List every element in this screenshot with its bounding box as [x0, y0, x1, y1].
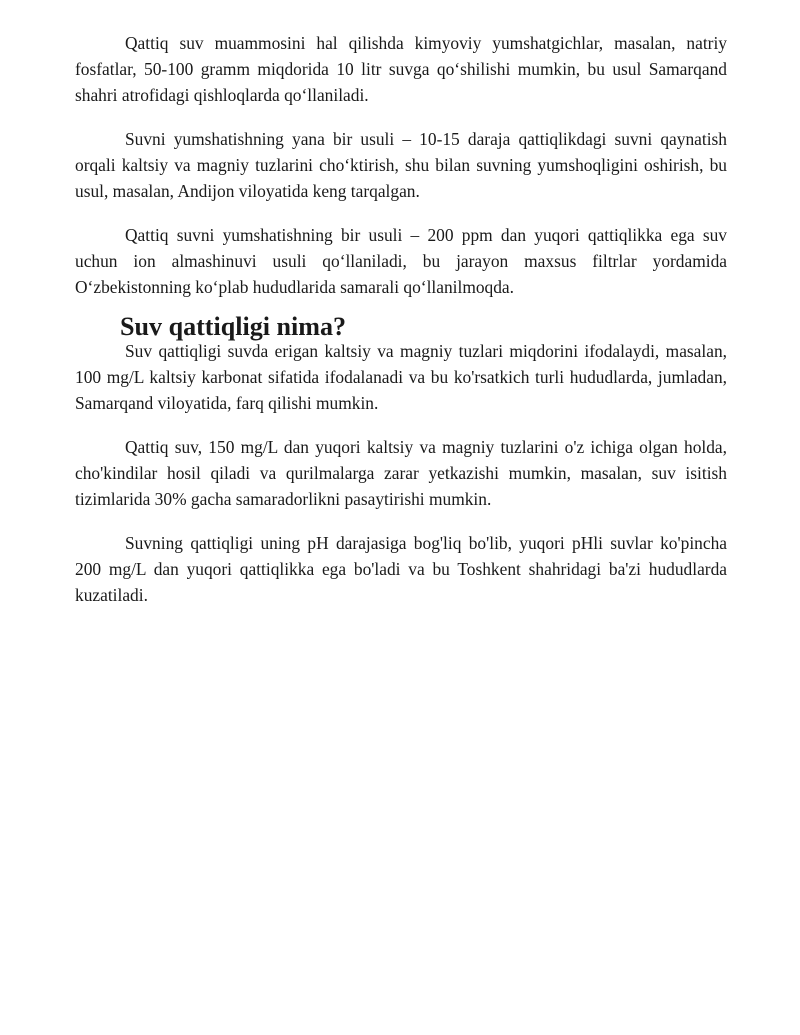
- paragraph-hard-water-effects: Qattiq suv, 150 mg/L dan yuqori kaltsiy va magniy tuzlarini o'z ichiga olgan holda, cho'kindilar hosil qiladi va qurilmalarga zarar yetkazishi mumkin, masalan, suv isitish tizimlarida 30% gacha samaradorlikni pasaytirishi mumkin.: [75, 437, 727, 509]
- paragraph-hardness-definition: Suv qattiqligi suvda erigan kaltsiy va magniy tuzlari miqdorini ifodalaydi, masalan, 100 mg/L kaltsiy karbonat sifatida ifodalanadi va bu ko'rsatkich turli hududlarda, jumladan, Samarqand viloyatida, farq qilishi mumkin.: [75, 341, 727, 413]
- paragraph-ph-relation: Suvning qattiqligi uning pH darajasiga bog'liq bo'lib, yuqori pHli suvlar ko'pincha 200 mg/L dan yuqori qattiqlikka ega bo'ladi va bu Toshkent shahridagi ba'zi hududlarda kuzatiladi.: [75, 533, 727, 605]
- paragraph-ion-exchange: Qattiq suvni yumshatishning bir usuli – 200 ppm dan yuqori qattiqlikka ega suv uchun ion almashinuvi usuli qo‘llaniladi, bu jarayon maxsus filtrlar yordamida O‘zbekistonning ko‘plab hududlarida samarali qo‘llanilmoqda.: [75, 225, 727, 297]
- paragraph-boiling-method: Suvni yumshatishning yana bir usuli – 10-15 daraja qattiqlikdagi suvni qaynatish orqali kaltsiy va magniy tuzlarini cho‘ktirish, shu bilan suvning yumshoqligini oshirish, bu usul, masalan, Andijon viloyatida keng tarqalgan.: [75, 129, 727, 201]
- document-page: [75, 30, 727, 608]
- paragraph-chemical-softeners: Qattiq suv muammosini hal qilishda kimyoviy yumshatgichlar, masalan, natriy fosfatlar, 50-100 gramm miqdorida 10 litr suvga qo‘shilishi mumkin, bu usul Samarqand shahri atrofidagi qishloqlarda qo‘llaniladi.: [75, 33, 727, 105]
- section-heading: Suv qattiqligi nima?: [120, 312, 347, 341]
